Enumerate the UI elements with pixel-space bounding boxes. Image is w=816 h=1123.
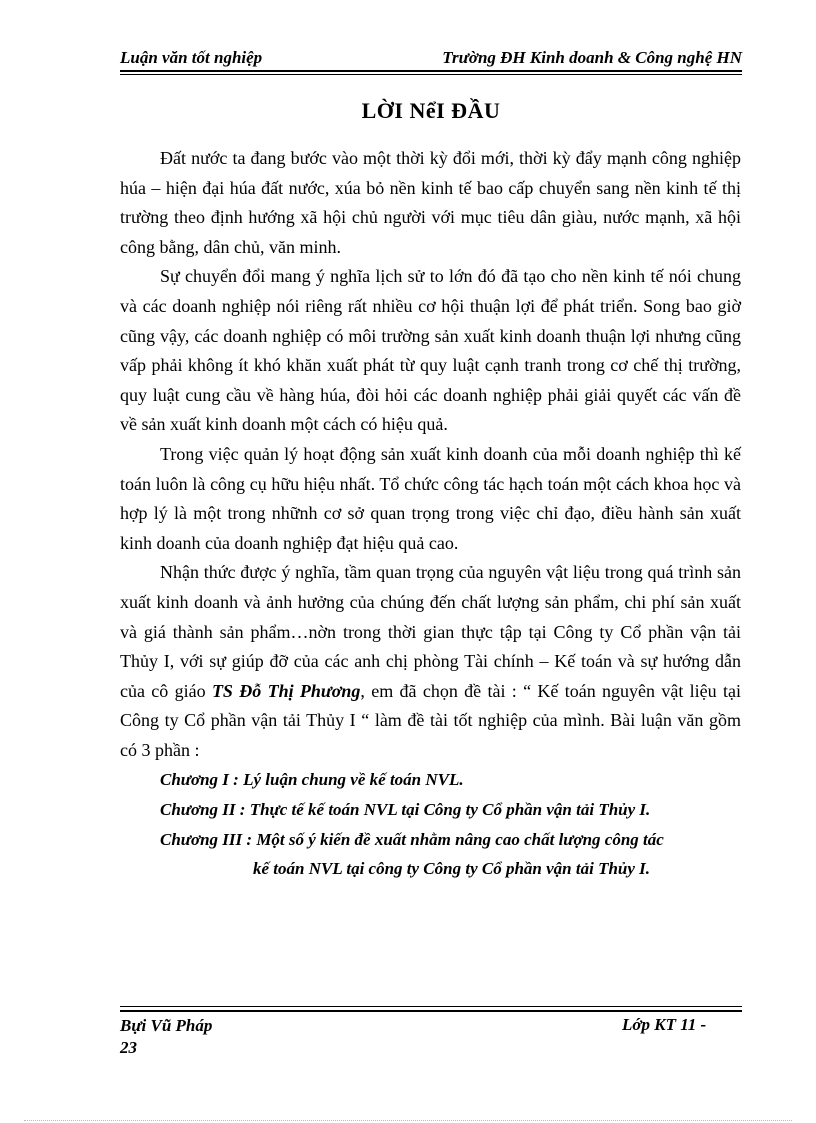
teacher-name: TS Đỗ Thị Phương — [211, 680, 361, 701]
page-title: LỜI NểI ĐẦU — [361, 98, 501, 123]
page-header — [120, 46, 742, 70]
paragraph-3: Trong việc quản lý hoạt động sản xuất kinh doanh của mỗi doanh nghiệp thì kế toán luôn là công cụ hữu hiệu nhất. Tổ chức công tác hạch toán một cách khoa học và hợp lý là một trong nhữnh cơ sở quan trọng trong việc chỉ đạo, điều hành sản xuất kinh doanh của doanh nghiệp đạt hiệu quả cao. — [120, 443, 741, 553]
author-name: Bựi Vũ Pháp — [120, 1016, 213, 1035]
paragraph-1: Đất nước ta đang bước vào một thời kỳ đổi mới, thời kỳ đẩy mạnh công nghiệp húa – hiện đại húa đất nước, xúa bỏ nền kinh tế bao cấp chuyển sang nền kinh tế thị trường theo định hướng xã hội chủ người với mục tiêu dân giàu, nước mạnh, xã hội công bằng, dân chủ, văn minh. — [120, 148, 741, 257]
paragraph-4-text: Nhận thức được ý nghĩa, tầm quan trọng của nguyên vật liệu trong quá trình sản xuất kinh doanh và ảnh hưởng của chúng đến chất lượng sản phẩm, chi phí sản xuất và giá thành sản phẩm…nờn trong thời gian thực tập tại Công ty Cổ phần vận tải Thủy I, với sự giúp đỡ của các anh chị phòng Tài chính – Kế toán và sự hướng dẫn của cô giáo — [120, 562, 741, 701]
header-right: Trường ĐH Kinh doanh & Công nghệ HN — [442, 48, 742, 67]
footer-author — [120, 1015, 212, 1059]
page-edge-divider — [24, 1120, 792, 1121]
chapter-3: Chương III : Một số ý kiến đề xuất nhằm nâng cao chất lượng công tác — [160, 829, 664, 849]
chapter-3-continued: kế toán NVL tại công ty Công ty Cổ phần vận tải Thủy I. — [253, 859, 651, 879]
chapter-1: Chương I : Lý luận chung về kế toán NVL. — [160, 770, 464, 790]
footer-rule — [120, 1010, 742, 1012]
paragraph-4-text-end: , em đã chọn đề tài : “ Kế toán nguyên vật liệu tại Công ty Cổ phần vận tải Thủy I “ làm đề tài tốt nghiệp của mình. Bài luận văn gồm có 3 phần : — [120, 680, 741, 760]
chapter-2: Chương II : Thực tế kế toán NVL tại Công ty Cổ phần vận tải Thủy I. — [160, 800, 651, 820]
header-rule — [120, 70, 742, 72]
page-number: 23 — [120, 1038, 137, 1057]
footer-rule-thin — [120, 1006, 742, 1007]
document-body — [120, 144, 741, 884]
footer-class: Lớp KT 11 - — [622, 1015, 707, 1034]
paragraph-2: Sự chuyển đổi mang ý nghĩa lịch sử to lớn đó đã tạo cho nền kinh tế nói chung và các doanh nghiệp nói riêng rất nhiều cơ hội thuận lợi để phát triển. Song bao giờ cũng vậy, các doanh nghiệp có môi trường sản xuất kinh doanh thuận lợi nhưng cũng vấp phải không ít khó khăn xuất phát từ quy luật cạnh tranh trong cơ chế thị trường, quy luật cung cầu về hàng húa, đòi hỏi các doanh nghiệp phải giải quyết các vấn đề về sản xuất kinh doanh một cách có hiệu quả. — [120, 266, 741, 435]
header-left: Luận văn tốt nghiệp — [120, 48, 263, 67]
header-rule-thin — [120, 74, 742, 75]
paragraph-4 — [120, 558, 741, 765]
